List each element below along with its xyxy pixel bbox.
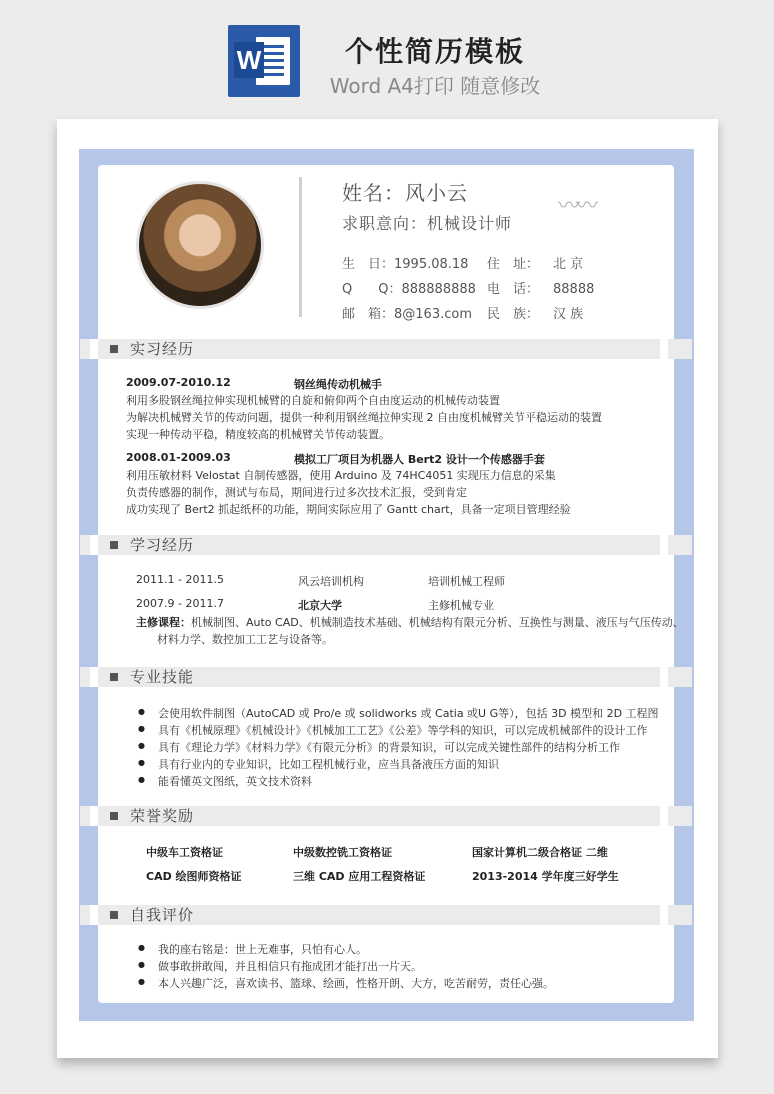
award-item: 国家计算机二级合格证 二维 — [472, 846, 608, 859]
skill-item: ● 具有行业内的专业知识，比如工程机械行业，应当具备液压方面的知识 — [158, 756, 499, 772]
bird-decoration-icon: 〰〰 — [558, 194, 595, 219]
info-ethnicity — [487, 303, 583, 322]
courses-label: 主修课程： — [136, 616, 191, 629]
section-skills — [80, 667, 692, 687]
education-date: 2007.9 - 2011.7 — [136, 597, 224, 610]
award-item: 中级车工资格证 — [146, 846, 223, 859]
section-title: 实习经历 — [130, 340, 195, 358]
internship-date: 2009.07-2010.12 — [126, 376, 231, 389]
resume-body — [98, 165, 684, 1003]
word-letter: W — [234, 42, 264, 78]
section-square-icon — [110, 673, 118, 681]
info-value: 88888 — [553, 282, 595, 297]
skill-item: ● 具有《理论力学》《材料力学》《有限元分析》的背景知识，可以完成关键性部件的结构分析工作 — [158, 739, 620, 755]
job-intent: 求职意向：机械设计师 — [342, 214, 513, 233]
internship-role: 模拟工厂项目为机器人 Bert2 设计一个传感器手套 — [294, 453, 545, 466]
education-school: 风云培训机构 — [298, 575, 364, 588]
section-internship — [80, 339, 692, 359]
section-square-icon — [110, 812, 118, 820]
section-awards — [80, 806, 692, 826]
info-label: 生 日： — [342, 257, 395, 272]
internship-line: 负责传感器的制作，测试与布局，期间进行过多次技术汇报，受到肯定 — [126, 486, 467, 499]
education-date: 2011.1 - 2011.5 — [136, 573, 224, 586]
skill-item: ● 具有《机械原理》《机械设计》《机械加工工艺》《公差》等学科的知识，可以完成机械部件的设计工作 — [158, 722, 648, 738]
info-phone — [487, 278, 594, 297]
internship-role: 钢丝绳传动机械手 — [294, 378, 382, 391]
divider — [299, 177, 302, 317]
section-square-icon — [110, 541, 118, 549]
internship-line: 利用压敏材料 Velostat 自制传感器，使用 Arduino 及 74HC4051 实现压力信息的采集 — [126, 469, 556, 482]
self-item: ● 我的座右铭是：世上无难事，只怕有心人。 — [158, 941, 367, 957]
info-label: 住 址： — [487, 257, 540, 272]
self-item: ● 做事敢拼敢闯，并且相信只有拖成团才能打出一片天。 — [158, 958, 422, 974]
info-qq — [342, 278, 476, 297]
section-self — [80, 905, 692, 925]
section-square-icon — [110, 911, 118, 919]
section-title: 荣誉奖励 — [130, 807, 195, 825]
candidate-name: 姓名：风小云 — [342, 181, 468, 205]
section-education — [80, 535, 692, 555]
info-value: 北 京 — [553, 257, 584, 272]
info-label: 邮 箱： — [342, 307, 395, 322]
section-title: 学习经历 — [130, 536, 195, 554]
avatar — [136, 181, 264, 309]
info-label: Q Q： — [342, 282, 402, 297]
section-title: 自我评价 — [130, 906, 195, 924]
education-major: 培训机械工程师 — [428, 575, 505, 588]
resume-paper — [57, 119, 718, 1058]
education-school: 北京大学 — [298, 599, 342, 612]
courses-text: 机械制图、Auto CAD、机械制造技术基础、机械结构有限元分析、互换性与测量、液压与气压传动、 — [191, 616, 684, 629]
info-value: 888888888 — [401, 282, 476, 297]
internship-line: 成功实现了 Bert2 抓起纸杯的功能，期间实际应用了 Gantt chart，具备一定项目管理经验 — [126, 503, 571, 516]
self-item: ● 本人兴趣广泛，喜欢读书、篮球、绘画，性格开朗、大方，吃苦耐劳，责任心强。 — [158, 975, 554, 991]
award-item: 三维 CAD 应用工程资格证 — [293, 870, 426, 883]
education-courses — [136, 614, 684, 630]
award-item: 中级数控铣工资格证 — [293, 846, 392, 859]
info-label: 民 族： — [487, 307, 540, 322]
section-square-icon — [110, 345, 118, 353]
info-value: 8@163.com — [394, 307, 472, 322]
info-birthday — [342, 253, 468, 272]
info-value: 汉 族 — [553, 307, 584, 322]
internship-date: 2008.01-2009.03 — [126, 451, 231, 464]
resume-frame — [79, 149, 694, 1021]
info-address — [487, 253, 583, 272]
page-subtitle: Word A4打印 随意修改 — [329, 74, 541, 98]
internship-line: 为解决机械臂关节的传动问题，提供一种利用钢丝绳拉伸实现 2 自由度机械臂关节平稳运动的装置 — [126, 411, 602, 424]
page-header — [0, 0, 774, 110]
skill-item: ● 能看懂英文图纸，英文技术资料 — [158, 773, 312, 789]
internship-line: 利用多股钢丝绳拉伸实现机械臂的自旋和俯仰两个自由度运动的机械传动装置 — [126, 394, 500, 407]
page-title: 个性简历模板 — [344, 35, 525, 68]
award-item: CAD 绘图师资格证 — [146, 870, 242, 883]
education-courses-cont: 材料力学、数控加工工艺与设备等。 — [157, 633, 333, 646]
award-item: 2013-2014 学年度三好学生 — [472, 870, 619, 883]
internship-line: 实现一种传动平稳，精度较高的机械臂关节传动装置。 — [126, 428, 390, 441]
word-logo-icon — [228, 25, 300, 97]
skill-item: ● 会使用软件制图（AutoCAD 或 Pro/e 或 solidworks 或 Catia 或U G等），包括 3D 模型和 2D 工程图 — [158, 705, 659, 721]
info-label: 电 话： — [487, 282, 540, 297]
section-title: 专业技能 — [130, 668, 195, 686]
info-email — [342, 303, 472, 322]
education-major: 主修机械专业 — [428, 599, 494, 612]
info-value: 1995.08.18 — [394, 257, 469, 272]
